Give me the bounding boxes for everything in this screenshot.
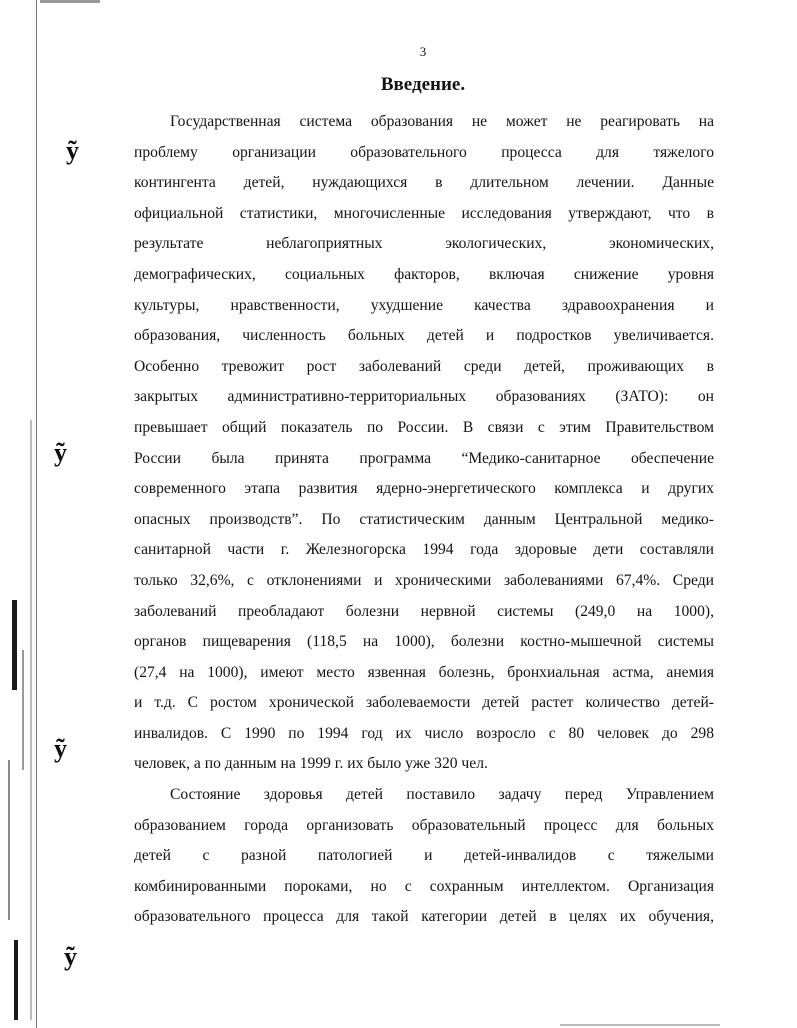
text-line: опасных производств”. По статистическим данным Центральной медико-: [134, 510, 714, 528]
paragraph-1: [134, 107, 714, 780]
document-body: [134, 107, 714, 933]
text-line: органов пищеварения (118,5 на 1000), болезни костно-мышечной системы: [134, 633, 714, 651]
page-number: 3: [419, 44, 427, 59]
text-line: санитарной части г. Железногорска 1994 года здоровые дети составляли: [134, 541, 714, 559]
text-line: и т.д. С ростом хронической заболеваемости детей растет количество детей-: [134, 694, 714, 712]
binder-mark-2: ỹ: [54, 438, 67, 467]
text-line: демографических, социальных факторов, включая снижение уровня: [134, 265, 714, 283]
binder-mark-4: ỹ: [64, 942, 77, 971]
text-line: инвалидов. С 1990 по 1994 год их число возросло с 80 человек до 298: [134, 724, 714, 742]
text-line: культуры, нравственности, ухудшение качества здравоохранения и: [134, 296, 714, 314]
text-line: Особенно тревожит рост заболеваний среди детей, проживающих в: [134, 357, 714, 375]
scan-artifact: [14, 940, 18, 1020]
text-line: результате неблагоприятных экологических, экономических,: [134, 235, 714, 253]
text-line: комбинированными пороками, но с сохранным интеллектом. Организация: [134, 877, 714, 895]
text-line: проблему организации образовательного процесса для тяжелого: [134, 143, 714, 161]
scan-edge-line: [36, 0, 37, 1028]
text-line: Состояние здоровья детей поставило задачу перед Управлением: [170, 786, 714, 804]
text-line: контингента детей, нуждающихся в длительном лечении. Данные: [134, 174, 714, 192]
scan-bottom-mark: [560, 1024, 720, 1026]
text-line: заболеваний преобладают болезни нервной системы (249,0 на 1000),: [134, 602, 714, 620]
text-line: Государственная система образования не может не реагировать на: [170, 113, 714, 130]
page-title: Введение.: [380, 74, 466, 95]
scan-top-mark: [40, 0, 100, 3]
binder-mark-1: ỹ: [66, 136, 79, 165]
scan-artifact: [22, 650, 24, 770]
text-line: России была принята программа “Медико-санитарное обеспечение: [134, 449, 714, 467]
text-line: (27,4 на 1000), имеют место язвенная болезнь, бронхиальная астма, анемия: [134, 663, 714, 681]
text-line: образования, численность больных детей и подростков увеличивается.: [134, 327, 714, 345]
scan-edge-line-secondary: [30, 420, 32, 1020]
text-line: только 32,6%, с отклонениями и хроническими заболеваниями 67,4%. Среди: [134, 571, 714, 589]
text-line: современного этапа развития ядерно-энергетического комплекса и других: [134, 480, 714, 498]
text-line: образованием города организовать образовательный процесс для больных: [134, 816, 714, 834]
text-line: закрытых административно-территориальных образованиях (ЗАТО): он: [134, 388, 714, 406]
scan-binding-edge: [0, 0, 40, 1028]
scan-artifact: [8, 760, 10, 920]
text-line: образовательного процесса для такой категории детей в целях их обучения,: [134, 908, 714, 926]
binder-mark-3: ỹ: [54, 734, 67, 763]
text-line: детей с разной патологией и детей-инвалидов с тяжелыми: [134, 847, 714, 865]
text-line: превышает общий показатель по России. В связи с этим Правительством: [134, 418, 714, 436]
scan-artifact: [12, 600, 17, 690]
paragraph-2: [134, 780, 714, 933]
text-line: человек, а по данным на 1999 г. их было уже 320 чел.: [134, 755, 488, 773]
text-line: официальной статистики, многочисленные исследования утверждают, что в: [134, 204, 714, 222]
